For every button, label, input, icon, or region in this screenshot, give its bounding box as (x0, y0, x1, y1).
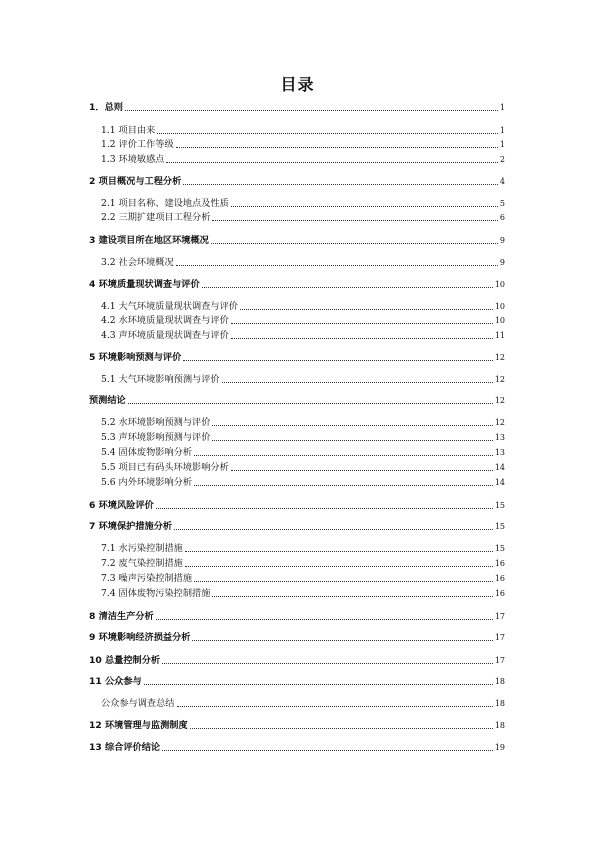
toc-page-number: 6 (499, 213, 505, 222)
toc-entry-title: 7.4 固体废物污染控制措施 (101, 588, 211, 599)
toc-page-number: 12 (494, 396, 505, 405)
toc-page-number: 10 (494, 302, 505, 311)
toc-entry[interactable] (89, 460, 505, 474)
toc-dot-leader (157, 133, 498, 134)
toc-page-number: 4 (499, 177, 505, 186)
toc-page-number: 19 (494, 743, 505, 752)
toc-dot-leader (190, 728, 493, 729)
toc-dot-leader (128, 403, 493, 404)
toc-entry[interactable] (89, 350, 505, 364)
toc-entry[interactable] (89, 123, 505, 137)
toc-dot-leader (194, 581, 493, 582)
toc-page-number: 15 (494, 544, 505, 553)
toc-page-number: 17 (494, 612, 505, 621)
toc-entry-title: 4.2 水环境质量现状调查与评价 (101, 315, 229, 326)
toc-entry-title: 5.5 项目已有码头环境影响分析 (101, 462, 229, 473)
toc-entry-title: 7.3 噪声污染控制措施 (101, 573, 193, 584)
toc-entry-title: 1.2 评价工作等级 (101, 139, 174, 150)
toc-dot-leader (174, 529, 493, 530)
toc-dot-leader (162, 663, 493, 664)
toc-entry[interactable] (89, 174, 505, 188)
toc-dot-leader (231, 206, 498, 207)
toc-page-number: 16 (494, 589, 505, 598)
toc-entry[interactable] (89, 430, 505, 444)
toc-dot-leader (183, 184, 498, 185)
toc-entry-title: 4.1 大气环境质量现状调查与评价 (101, 301, 238, 312)
toc-page-number: 12 (494, 418, 505, 427)
toc-entry-title: 10 总量控制分析 (89, 655, 161, 666)
toc-entry-title: 5.6 内外环境影响分析 (101, 477, 193, 488)
toc-entry[interactable] (89, 519, 505, 533)
toc-page-number: 1 (499, 140, 505, 149)
toc-entry[interactable] (89, 556, 505, 570)
toc-entry-title: 8 清洁生产分析 (89, 611, 154, 622)
toc-entry-title: 2.1 项目名称、建设地点及性质 (101, 198, 229, 209)
toc-dot-leader (202, 287, 493, 288)
toc-entry[interactable] (89, 630, 505, 644)
toc-entry-title: 5.2 水环境影响预测与评价 (101, 417, 211, 428)
toc-entry-title: 1.3 环境敏感点 (101, 154, 165, 165)
toc-entry[interactable] (89, 718, 505, 732)
toc-entry-title: 7 环境保护措施分析 (89, 521, 173, 532)
toc-dot-leader (194, 455, 493, 456)
toc-entry-title: 13 综合评价结论 (89, 742, 161, 753)
toc-entry-title: 12 环境管理与监测制度 (89, 720, 188, 731)
toc-entry[interactable] (89, 740, 505, 754)
toc-page-number: 1 (499, 103, 505, 112)
toc-page-number: 15 (494, 522, 505, 531)
toc-entry-title: 1．总则 (89, 102, 123, 113)
toc-entry-title: 5 环境影响预测与评价 (89, 352, 182, 363)
toc-dot-leader (156, 619, 493, 620)
toc-entry-title: 预测结论 (89, 395, 126, 406)
toc-page-number: 16 (494, 559, 505, 568)
toc-page-number: 9 (499, 258, 505, 267)
toc-page-number: 18 (494, 721, 505, 730)
toc-entry[interactable] (89, 445, 505, 459)
toc-entry[interactable] (89, 328, 505, 342)
toc-entry-title: 4 环境质量现状调查与评价 (89, 279, 200, 290)
toc-page-number: 16 (494, 574, 505, 583)
toc-page-number: 1 (499, 126, 505, 135)
toc-dot-leader (177, 706, 493, 707)
toc-dot-leader (212, 425, 492, 426)
page-title: 目录 (280, 75, 315, 94)
toc-entry[interactable] (89, 475, 505, 489)
toc-dot-leader (183, 360, 493, 361)
toc-dot-leader (194, 485, 493, 486)
toc-page-number: 2 (499, 155, 505, 164)
toc-page-number: 17 (494, 633, 505, 642)
toc-dot-leader (125, 110, 498, 111)
toc-page-number: 12 (494, 375, 505, 384)
toc-page-number: 18 (494, 699, 505, 708)
toc-entry-title: 7.2 废气染控制措施 (101, 558, 183, 569)
toc-entry[interactable] (89, 100, 505, 114)
toc-dot-leader (231, 323, 493, 324)
toc-entry-title: 3.2 社会环境概况 (101, 257, 174, 268)
toc-entry[interactable] (89, 210, 505, 224)
toc-entry[interactable] (89, 196, 505, 210)
toc-entry-title: 11 公众参与 (89, 676, 142, 687)
toc-page-number: 11 (494, 331, 505, 340)
toc-dot-leader (144, 684, 493, 685)
toc-dot-leader (176, 147, 498, 148)
toc-entry-title: 5.1 大气环境影响预测与评价 (101, 374, 220, 385)
toc-entry[interactable] (89, 415, 505, 429)
toc-entry[interactable] (89, 233, 505, 247)
toc-entry[interactable] (89, 372, 505, 386)
toc-entry-title: 5.4 固体废物影响分析 (101, 447, 193, 458)
toc-entry[interactable] (89, 653, 505, 667)
toc-entry-title: 2.2 三期扩建项目工程分析 (101, 212, 211, 223)
toc-entry-title: 4.3 声环境质量现状调查与评价 (101, 330, 229, 341)
toc-entry[interactable] (89, 609, 505, 623)
toc-dot-leader (156, 508, 493, 509)
toc-dot-leader (240, 309, 493, 310)
toc-entry[interactable] (89, 393, 505, 407)
toc-entry[interactable] (89, 137, 505, 151)
toc-entry[interactable] (89, 255, 505, 269)
toc-page-number: 5 (499, 199, 505, 208)
toc-entry[interactable] (89, 152, 505, 166)
toc-entry-title: 6 环境风险评价 (89, 500, 154, 511)
toc-dot-leader (231, 338, 493, 339)
toc-entry[interactable] (89, 696, 505, 710)
toc-page-number: 18 (494, 677, 505, 686)
toc-dot-leader (192, 640, 492, 641)
toc-entry[interactable] (89, 313, 505, 327)
toc-dot-leader (211, 243, 498, 244)
toc-entry[interactable] (89, 277, 505, 291)
toc-dot-leader (231, 470, 493, 471)
toc-page-number: 14 (494, 463, 505, 472)
toc-entry[interactable] (89, 498, 505, 512)
toc-entry[interactable] (89, 674, 505, 688)
toc-page-number: 13 (494, 448, 505, 457)
toc-page-number: 15 (494, 501, 505, 510)
toc-entry[interactable] (89, 586, 505, 600)
toc-page-number: 12 (494, 353, 505, 362)
toc-entry[interactable] (89, 571, 505, 585)
toc-page-number: 10 (494, 280, 505, 289)
toc-dot-leader (212, 596, 492, 597)
toc-entry-title: 7.1 水污染控制措施 (101, 543, 183, 554)
toc-entry-title: 3 建设项目所在地区环境概况 (89, 235, 209, 246)
toc-entry[interactable] (89, 541, 505, 555)
toc-dot-leader (222, 382, 493, 383)
toc-page-number: 17 (494, 656, 505, 665)
toc-entry-title: 1.1 项目由来 (101, 125, 156, 136)
toc-dot-leader (212, 440, 492, 441)
toc-entry-title: 2 项目概况与工程分析 (89, 176, 182, 187)
toc-entry-title: 公众参与调查总结 (101, 698, 175, 709)
toc-dot-leader (166, 162, 497, 163)
toc-page-number: 13 (494, 433, 505, 442)
toc-dot-leader (185, 551, 493, 552)
toc-entry[interactable] (89, 299, 505, 313)
toc-page-number: 10 (494, 316, 505, 325)
toc-dot-leader (185, 566, 493, 567)
toc-dot-leader (212, 220, 498, 221)
toc-page-number: 9 (499, 236, 505, 245)
toc-dot-leader (176, 265, 498, 266)
toc-page-number: 14 (494, 478, 505, 487)
toc-entry-title: 5.3 声环境影响预测与评价 (101, 432, 211, 443)
toc-entry-title: 9 环境影响经济损益分析 (89, 632, 191, 643)
toc-dot-leader (162, 750, 493, 751)
